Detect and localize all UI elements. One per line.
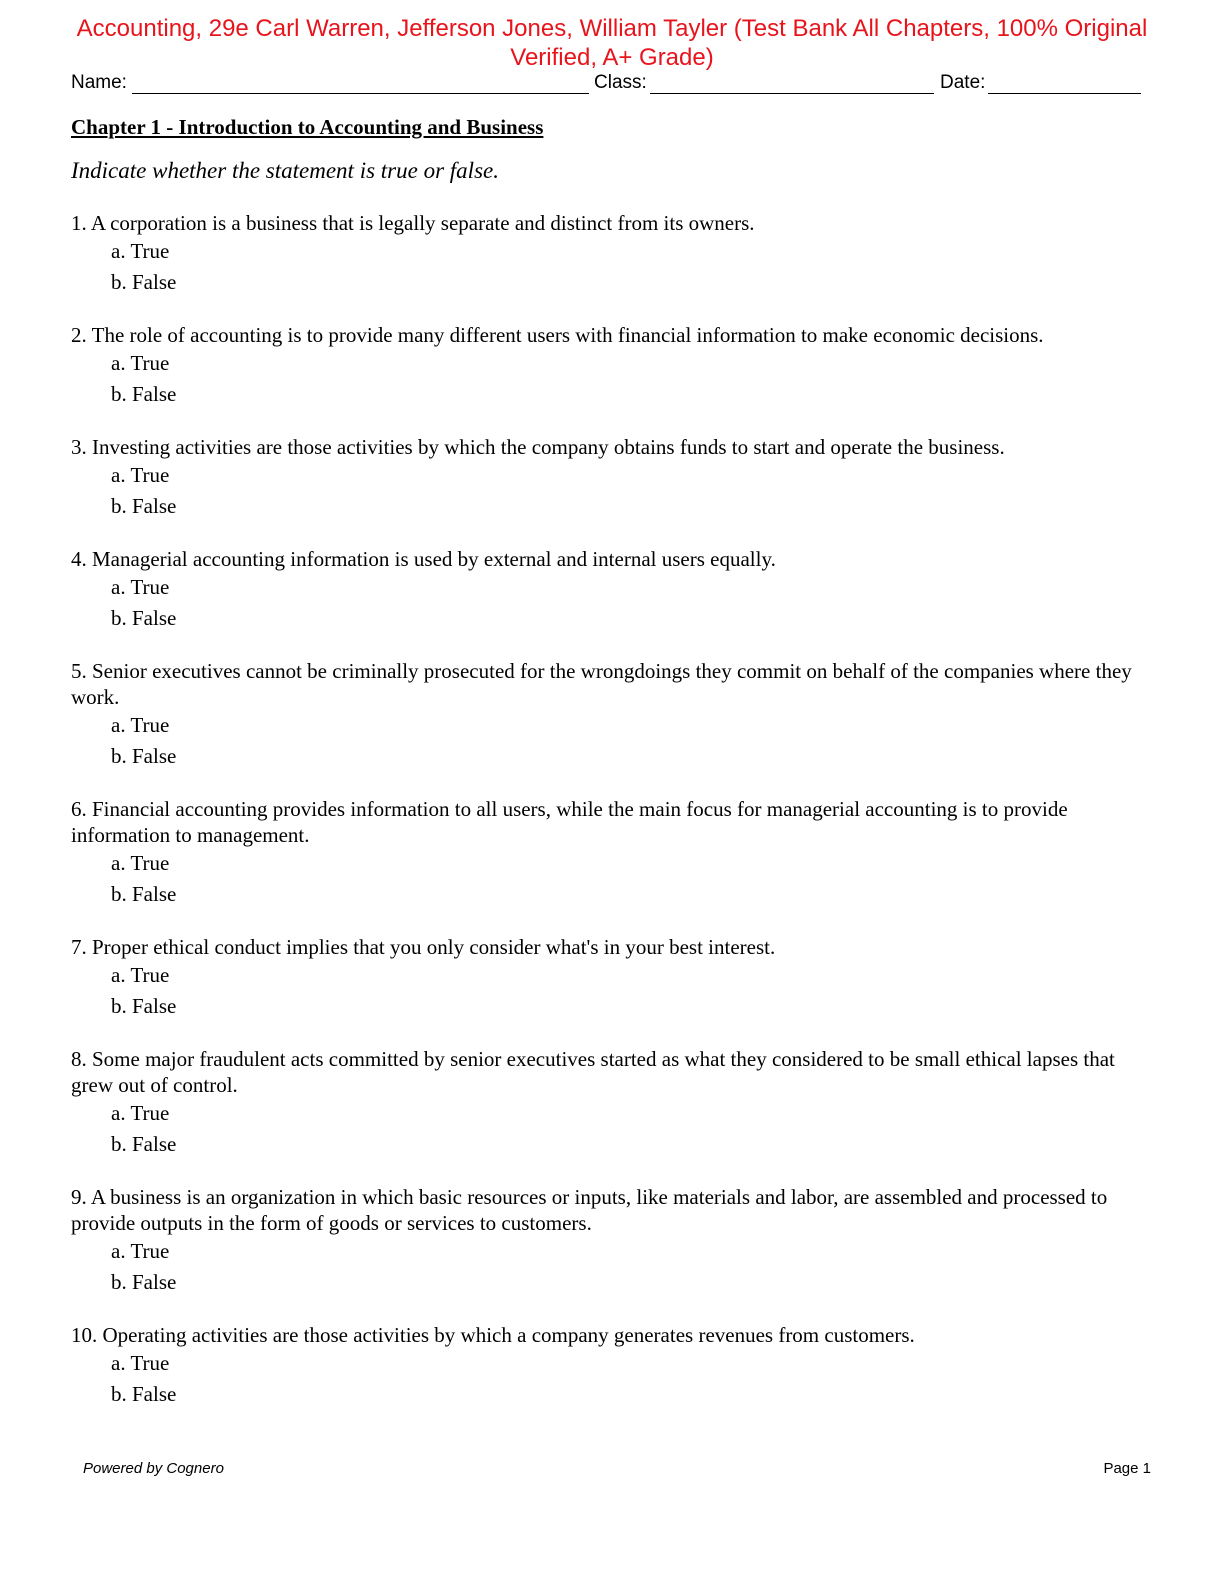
choice-false: b. False (111, 882, 177, 906)
choice-false: b. False (111, 1382, 177, 1406)
choice-true: a. True (111, 1239, 170, 1263)
answer-choices (71, 460, 1151, 522)
question-5 (71, 658, 1151, 772)
choice-true: a. True (111, 1101, 170, 1125)
choice-false: b. False (111, 494, 177, 518)
choice-false: b. False (111, 382, 177, 406)
powered-by-footer: Powered by Cognero (83, 1460, 224, 1477)
class-label: Class: (594, 72, 647, 93)
question-text: 10. Operating activities are those activities by which a company generates revenues from customers. (71, 1323, 915, 1347)
question-text: 9. A business is an organization in which basic resources or inputs, like materials and labor, are assembled and processed to provide outputs in the form of goods or services to customers. (71, 1185, 1108, 1235)
question-text: 7. Proper ethical conduct implies that you only consider what's in your best interest. (71, 935, 776, 959)
document-title: Accounting, 29e Carl Warren, Jefferson Jones, William Tayler (Test Bank All Chapters, 100% Original Verified, A+ Grade) (76, 15, 1148, 71)
question-list (71, 210, 1151, 1434)
date-label: Date: (940, 72, 986, 93)
choice-false: b. False (111, 744, 177, 768)
choice-false: b. False (111, 270, 177, 294)
name-label: Name: (71, 72, 127, 93)
question-9 (71, 1184, 1151, 1298)
question-6 (71, 796, 1151, 910)
question-text: 4. Managerial accounting information is used by external and internal users equally. (71, 547, 776, 571)
choice-false: b. False (111, 1270, 177, 1294)
answer-choices (71, 1348, 1151, 1410)
instructions: Indicate whether the statement is true or false. (71, 158, 499, 183)
choice-true: a. True (111, 1351, 170, 1375)
choice-true: a. True (111, 713, 170, 737)
answer-choices (71, 848, 1151, 910)
question-8 (71, 1046, 1151, 1160)
answer-choices (71, 348, 1151, 410)
choice-false: b. False (111, 606, 177, 630)
question-2 (71, 322, 1151, 410)
question-text: 8. Some major fraudulent acts committed by senior executives started as what they considered to be small ethical lapses that grew out of control. (71, 1047, 1115, 1097)
question-10 (71, 1322, 1151, 1410)
answer-choices (71, 710, 1151, 772)
answer-choices (71, 1098, 1151, 1160)
answer-choices (71, 960, 1151, 1022)
question-3 (71, 434, 1151, 522)
date-blank (988, 93, 1141, 94)
choice-true: a. True (111, 239, 170, 263)
question-text: 3. Investing activities are those activities by which the company obtains funds to start and operate the business. (71, 435, 1005, 459)
class-blank (650, 93, 934, 94)
question-text: 5. Senior executives cannot be criminally prosecuted for the wrongdoings they commit on behalf of the companies where they work. (71, 659, 1132, 709)
name-blank (132, 93, 589, 94)
answer-choices (71, 236, 1151, 298)
choice-false: b. False (111, 1132, 177, 1156)
choice-true: a. True (111, 463, 170, 487)
question-text: 6. Financial accounting provides information to all users, while the main focus for managerial accounting is to provide information to management. (71, 797, 1068, 847)
question-1 (71, 210, 1151, 298)
question-4 (71, 546, 1151, 634)
student-info-fields (71, 71, 1141, 97)
choice-true: a. True (111, 963, 170, 987)
answer-choices (71, 1236, 1151, 1298)
page-number: Page 1 (1103, 1460, 1151, 1477)
chapter-heading: Chapter 1 - Introduction to Accounting and Business (71, 115, 544, 139)
question-7 (71, 934, 1151, 1022)
question-text: 2. The role of accounting is to provide many different users with financial information to make economic decisions. (71, 323, 1044, 347)
choice-false: b. False (111, 994, 177, 1018)
choice-true: a. True (111, 351, 170, 375)
choice-true: a. True (111, 575, 170, 599)
choice-true: a. True (111, 851, 170, 875)
question-text: 1. A corporation is a business that is legally separate and distinct from its owners. (71, 211, 755, 235)
answer-choices (71, 572, 1151, 634)
